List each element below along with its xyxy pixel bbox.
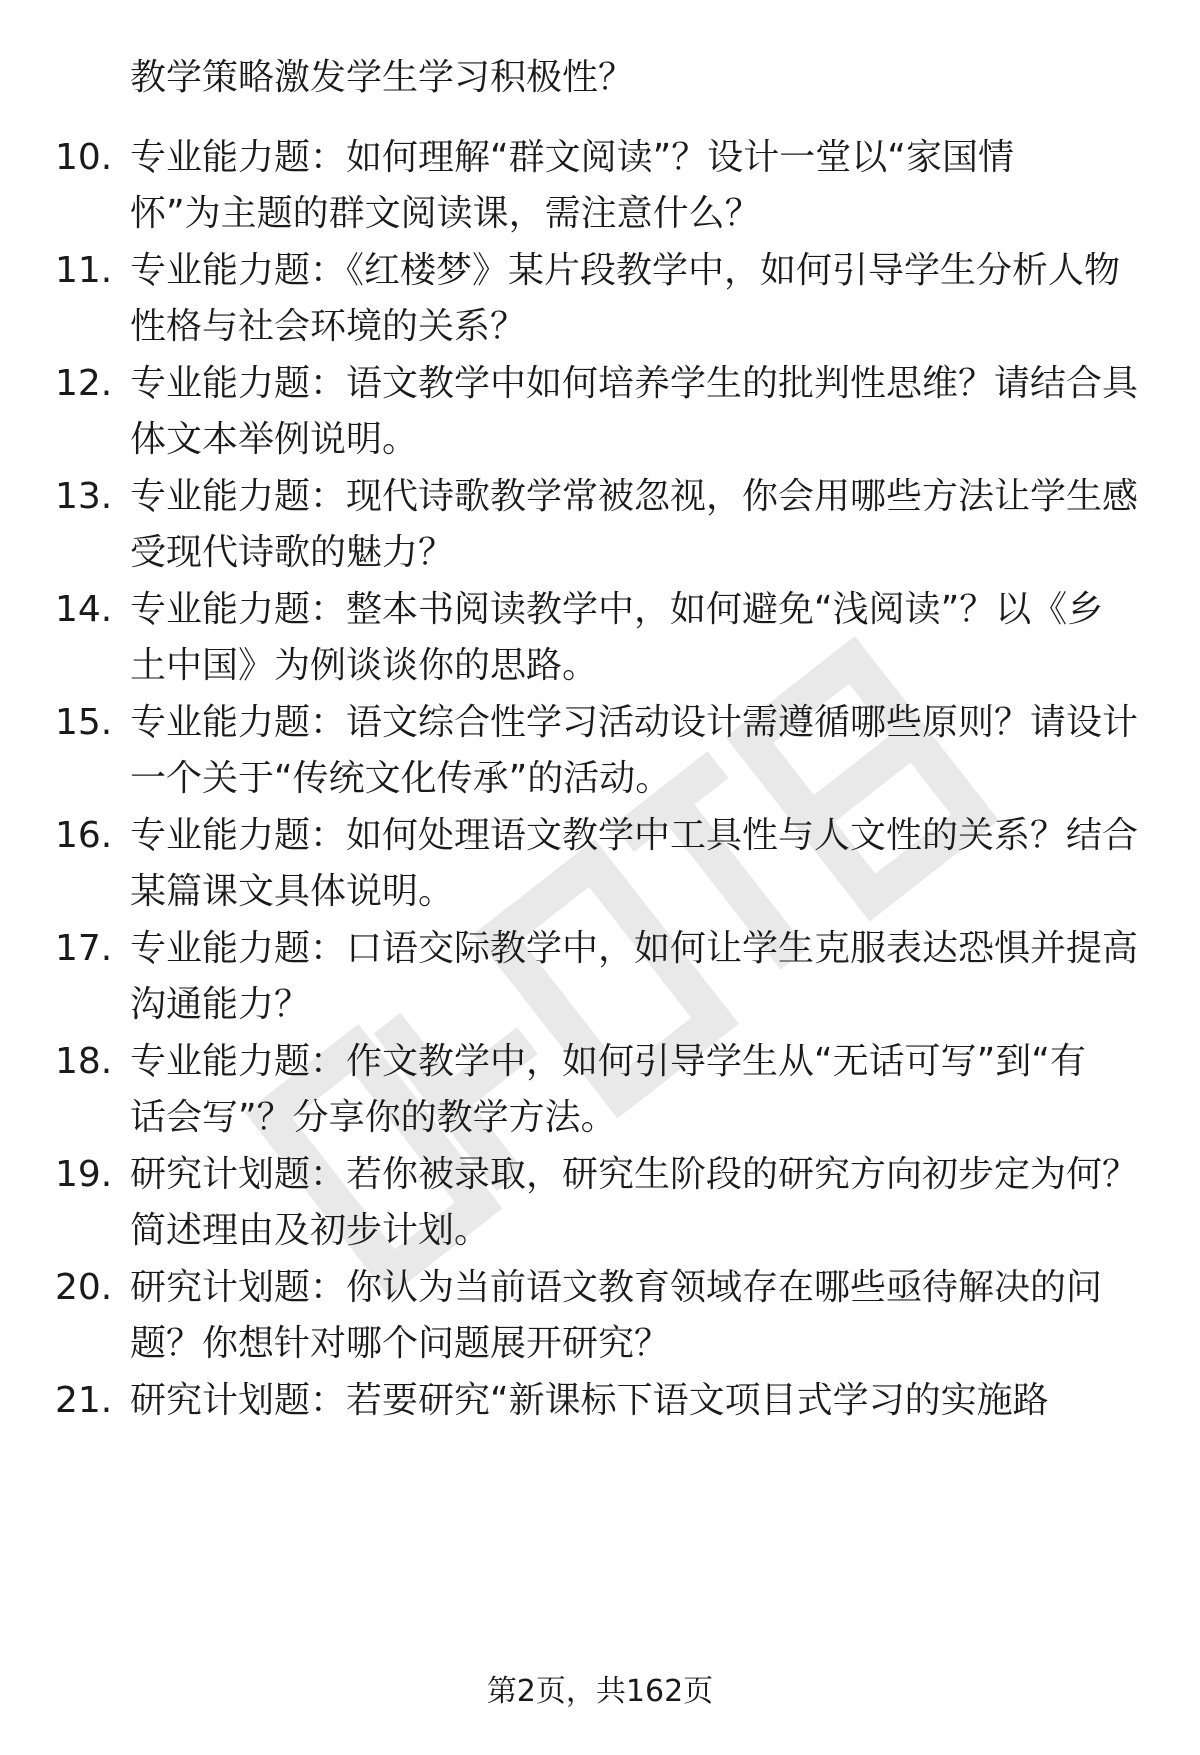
list-item bbox=[0, 1260, 1200, 1372]
list-item bbox=[0, 243, 1200, 355]
continuation-line: 教学策略激发学生学习积极性？ bbox=[130, 57, 635, 98]
item-number: 13. bbox=[55, 476, 113, 517]
item-text-line: 一个关于“传统文化传承”的活动。 bbox=[130, 758, 672, 799]
item-text-line: 性格与社会环境的关系？ bbox=[130, 306, 527, 347]
list-item bbox=[0, 808, 1200, 920]
item-text-line: 专业能力题：《红楼梦》某片段教学中，如何引导学生分析人物 bbox=[130, 250, 1121, 291]
item-text-line: 专业能力题：如何理解“群文阅读”？设计一堂以“家国情 bbox=[130, 137, 1014, 178]
item-text-line: 专业能力题：语文综合性学习活动设计需遵循哪些原则？请设计 bbox=[130, 702, 1139, 743]
list-item bbox=[0, 469, 1200, 581]
item-text-line: 题？你想针对哪个问题展开研究？ bbox=[130, 1323, 671, 1364]
item-text-line: 受现代诗歌的魅力？ bbox=[130, 532, 455, 573]
item-number: 15. bbox=[55, 702, 113, 743]
item-text-line: 某篇课文具体说明。 bbox=[130, 871, 455, 912]
list-item bbox=[0, 1373, 1200, 1429]
list-item bbox=[0, 695, 1200, 807]
item-number: 19. bbox=[55, 1154, 113, 1195]
item-text-line: 专业能力题：口语交际教学中，如何让学生克服表达恐惧并提高 bbox=[130, 928, 1139, 969]
item-text-line: 怀”为主题的群文阅读课，需注意什么？ bbox=[130, 193, 761, 234]
item-text-line: 研究计划题：若要研究“新课标下语文项目式学习的实施路 bbox=[130, 1380, 1049, 1421]
item-number: 16. bbox=[55, 815, 113, 856]
item-number: 12. bbox=[55, 363, 113, 404]
item-number: 14. bbox=[55, 589, 113, 630]
item-number: 11. bbox=[55, 250, 113, 291]
item-text-line: 专业能力题：整本书阅读教学中，如何避免“浅阅读”？以《乡 bbox=[130, 589, 1104, 630]
item-number: 17. bbox=[55, 928, 113, 969]
list-item bbox=[0, 582, 1200, 694]
item-number: 20. bbox=[55, 1267, 113, 1308]
item-text-line: 专业能力题：语文教学中如何培养学生的批判性思维？请结合具 bbox=[130, 363, 1139, 404]
list-item bbox=[0, 356, 1200, 468]
item-number: 18. bbox=[55, 1041, 113, 1082]
page-footer: 第2页，共162页 bbox=[486, 1674, 714, 1709]
item-text-line: 研究计划题：你认为当前语文教育领域存在哪些亟待解决的问 bbox=[130, 1267, 1103, 1308]
item-text-line: 专业能力题：作文教学中，如何引导学生从“无话可写”到“有 bbox=[130, 1041, 1086, 1082]
item-text-line: 简述理由及初步计划。 bbox=[130, 1210, 491, 1251]
item-text-line: 沟通能力？ bbox=[130, 984, 311, 1025]
item-text-line: 话会写”？分享你的教学方法。 bbox=[130, 1097, 617, 1138]
item-number: 21. bbox=[55, 1380, 113, 1421]
list-item bbox=[0, 1147, 1200, 1259]
item-text-line: 专业能力题：如何处理语文教学中工具性与人文性的关系？结合 bbox=[130, 815, 1139, 856]
item-text-line: 体文本举例说明。 bbox=[130, 419, 419, 460]
list-item bbox=[0, 921, 1200, 1033]
item-text-line: 研究计划题：若你被录取，研究生阶段的研究方向初步定为何？ bbox=[130, 1154, 1139, 1195]
list-item bbox=[0, 130, 1200, 242]
list-item bbox=[0, 1034, 1200, 1146]
item-number: 10. bbox=[55, 137, 113, 178]
item-text-line: 土中国》为例谈谈你的思路。 bbox=[130, 645, 599, 686]
item-text-line: 专业能力题：现代诗歌教学常被忽视，你会用哪些方法让学生感 bbox=[130, 476, 1139, 517]
